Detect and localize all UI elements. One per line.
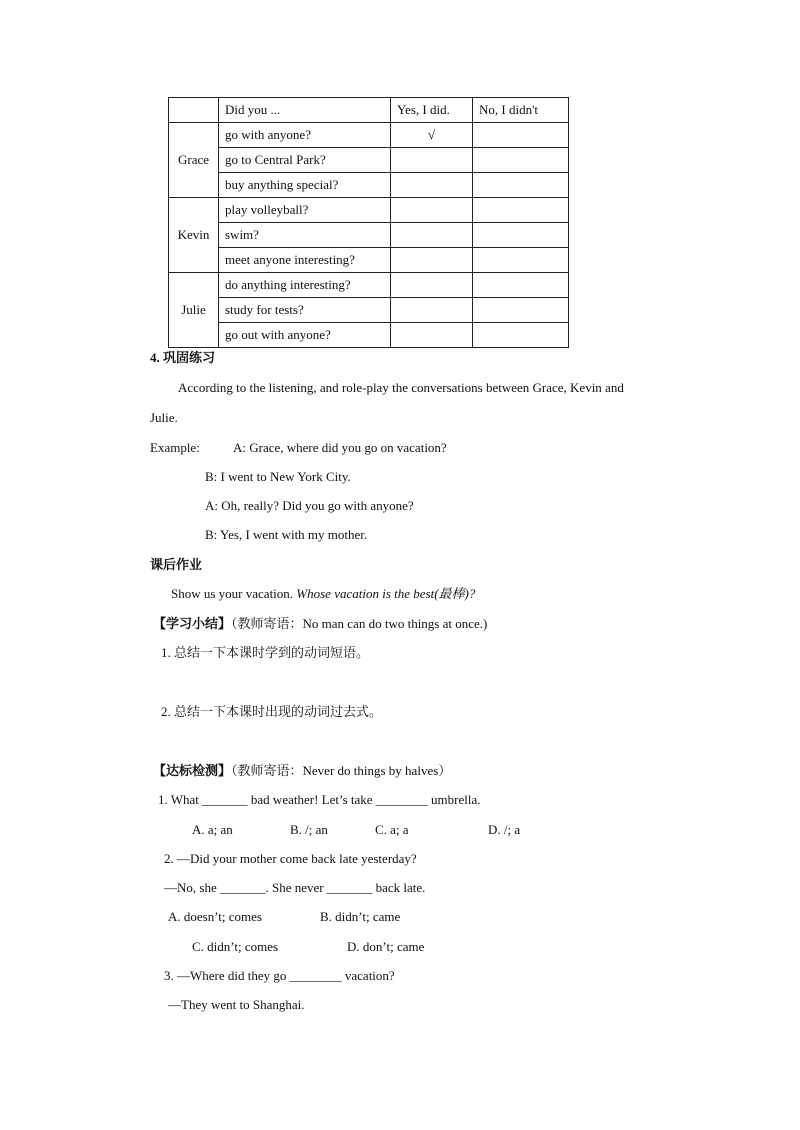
summary-item: 2. 总结一下本课时出现的动词过去式。 (161, 704, 383, 719)
q1-option: C. a; a (375, 822, 409, 837)
q1-option: B. /; an (290, 822, 328, 837)
q2-option: D. don’t; came (347, 939, 425, 954)
yes-cell (391, 148, 473, 173)
q2-option: B. didn’t; came (320, 909, 401, 924)
q3-stem: 3. —Where did they go ________ vacation? (164, 968, 395, 983)
header-empty (169, 98, 219, 123)
test-note: （教师寄语：Never do things by halves） (231, 763, 452, 778)
q2-option: A. doesn’t; comes (168, 909, 262, 924)
no-cell (473, 148, 569, 173)
yes-cell (391, 298, 473, 323)
table-row (169, 173, 569, 198)
question-cell: go with anyone? (219, 123, 391, 148)
no-cell (473, 323, 569, 348)
summary-heading: 【学习小结】 (153, 616, 232, 631)
yes-cell (391, 198, 473, 223)
table-row (169, 298, 569, 323)
yes-cell (391, 223, 473, 248)
no-cell (473, 123, 569, 148)
example-line: A: Oh, really? Did you go with anyone? (205, 498, 414, 513)
q2-reply: —No, she _______. She never _______ back late. (164, 880, 426, 895)
summary-title (153, 616, 487, 632)
yes-cell (391, 273, 473, 298)
q3-reply: —They went to Shanghai. (168, 997, 305, 1012)
homework-heading: 课后作业 (150, 557, 203, 572)
section4-heading: 4. 巩固练习 (150, 350, 216, 365)
yes-cell: √ (391, 123, 473, 148)
header-question: Did you ... (219, 98, 391, 123)
summary-item: 1. 总结一下本课时学到的动词短语。 (161, 645, 370, 660)
table-header-row (169, 98, 569, 123)
question-cell: play volleyball? (219, 198, 391, 223)
no-cell (473, 173, 569, 198)
yes-cell (391, 323, 473, 348)
no-cell (473, 248, 569, 273)
test-title (153, 763, 451, 779)
table-row (169, 148, 569, 173)
person-grace: Grace (169, 123, 219, 198)
question-cell: study for tests? (219, 298, 391, 323)
q1-option: D. /; a (488, 822, 521, 837)
yes-cell (391, 173, 473, 198)
q2-stem: 2. —Did your mother come back late yesterday? (164, 851, 417, 866)
question-cell: go to Central Park? (219, 148, 391, 173)
example-line: A: Grace, where did you go on vacation? (233, 440, 447, 455)
section4-instruction-line1: According to the listening, and role-play the conversations between Grace, Kevin and (178, 380, 624, 395)
no-cell (473, 223, 569, 248)
test-heading: 【达标检测】 (153, 763, 232, 778)
table-row (169, 198, 569, 223)
homework-text-italic: Whose vacation is the best(最棒)? (296, 586, 476, 601)
question-cell: meet anyone interesting? (219, 248, 391, 273)
homework-text-plain: Show us your vacation. (171, 586, 297, 601)
header-yes: Yes, I did. (391, 98, 473, 123)
question-cell: buy anything special? (219, 173, 391, 198)
person-julie: Julie (169, 273, 219, 348)
summary-note: （教师寄语：No man can do two things at once.) (231, 616, 488, 631)
section4-instruction-line2: Julie. (150, 410, 178, 425)
q2-option: C. didn’t; comes (192, 939, 279, 954)
question-cell: go out with anyone? (219, 323, 391, 348)
question-cell: do anything interesting? (219, 273, 391, 298)
yes-cell (391, 248, 473, 273)
q1-stem: 1. What _______ bad weather! Let’s take ________ umbrella. (158, 792, 481, 807)
table-row (169, 248, 569, 273)
survey-table (168, 97, 569, 348)
example-line: B: I went to New York City. (205, 469, 351, 484)
example-line: B: Yes, I went with my mother. (205, 527, 368, 542)
table-row (169, 123, 569, 148)
table-row (169, 323, 569, 348)
no-cell (473, 198, 569, 223)
no-cell (473, 273, 569, 298)
no-cell (473, 298, 569, 323)
table-row (169, 273, 569, 298)
example-label: Example: (150, 440, 200, 455)
q1-option: A. a; an (192, 822, 233, 837)
homework-text (171, 586, 475, 602)
table-row (169, 223, 569, 248)
person-kevin: Kevin (169, 198, 219, 273)
question-cell: swim? (219, 223, 391, 248)
header-no: No, I didn't (473, 98, 569, 123)
